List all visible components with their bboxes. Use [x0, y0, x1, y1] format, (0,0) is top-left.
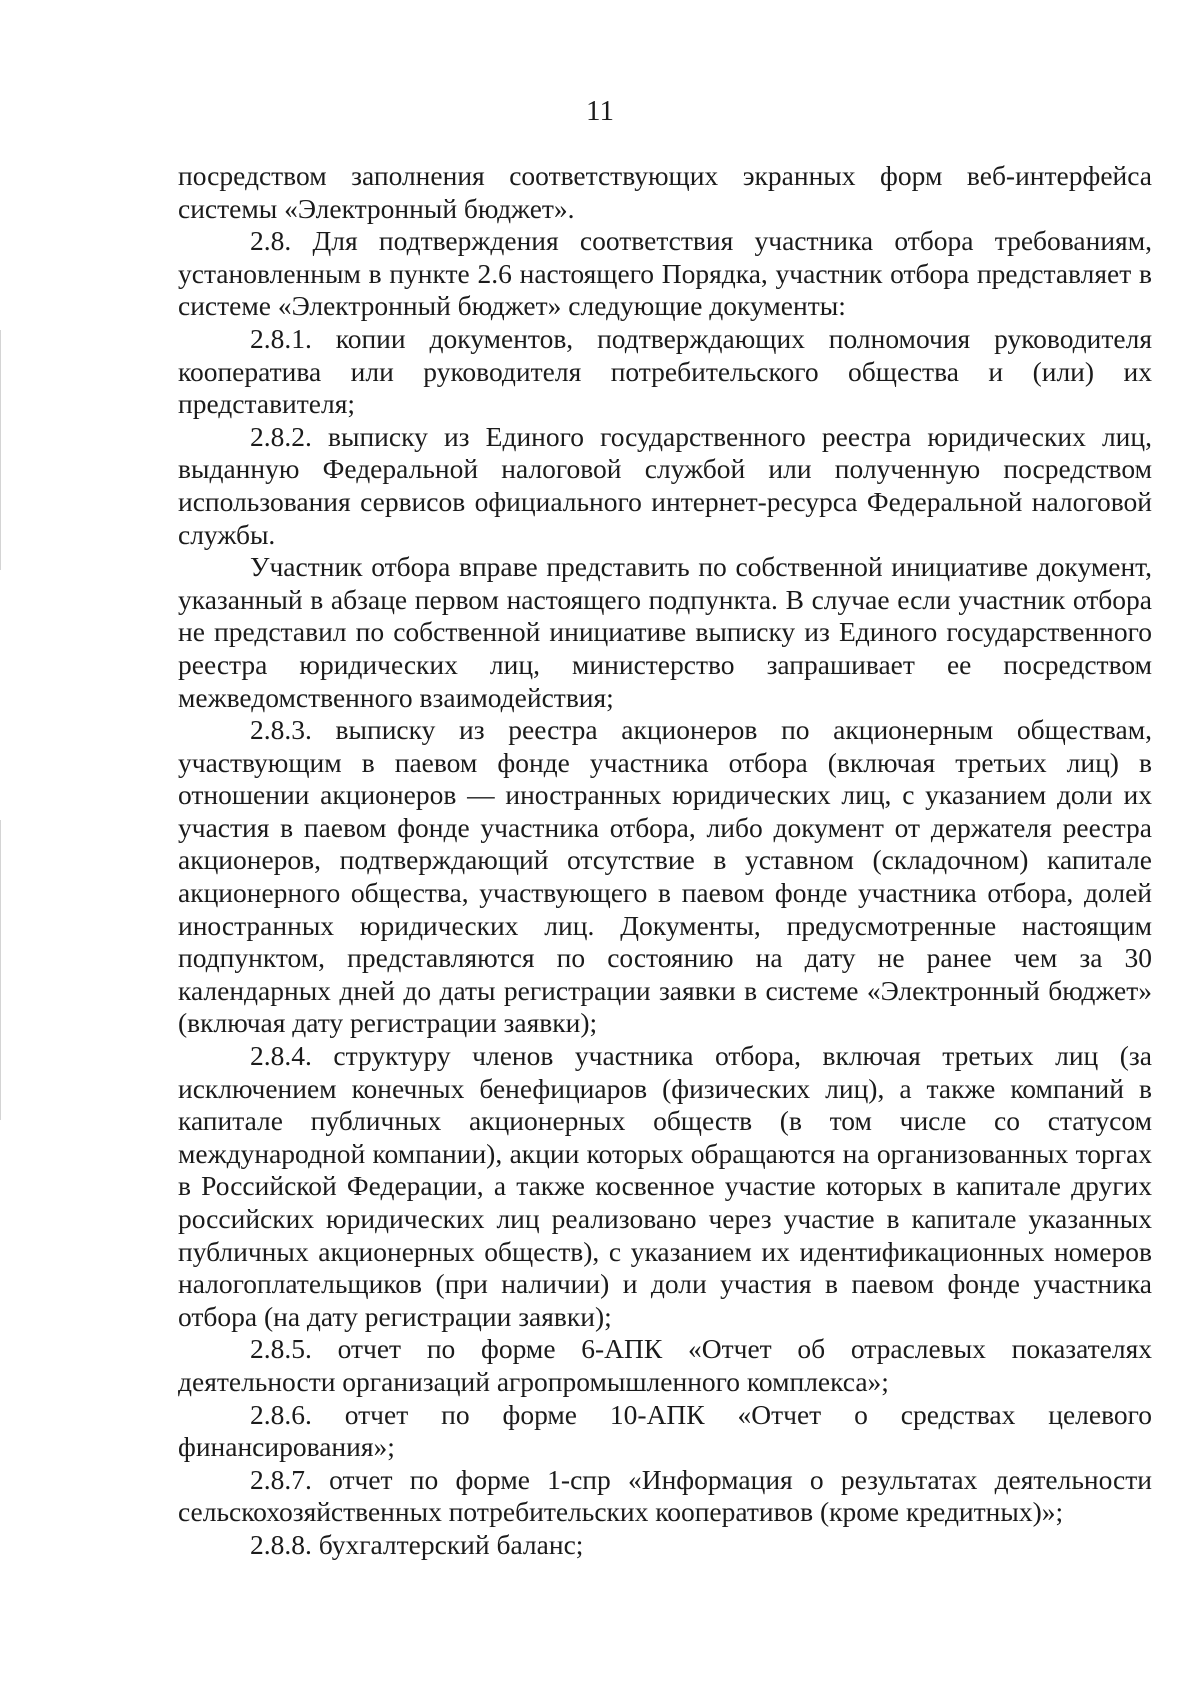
paragraph-2-8-7: 2.8.7. отчет по форме 1-спр «Информация о результатах деятельности сельскохозяйственных потребительских кооперативов (кроме кредитных)»; [178, 1463, 1152, 1528]
paragraph-2-8-6: 2.8.6. отчет по форме 10-АПК «Отчет о средствах целевого финансирования»; [178, 1398, 1152, 1463]
scan-edge-mark [0, 330, 1, 570]
paragraph-2-8-4: 2.8.4. структуру членов участника отбора, включая третьих лиц (за исключением конечных бенефициаров (физических лиц), а также компаний в капитале публичных акционерных обществ (в том числе со статусом международной компании), акции которых обращаются на организованных торгах в Российской Федерации, а также косвенное участие которых в капитале других российских юридических лиц реализовано через участие в капитале указанных публичных акционерных обществ), с указанием их идентификационных номеров налогоплательщиков (при наличии) и доли участия в паевом фонде участника отбора (на дату регистрации заявки); [178, 1040, 1152, 1332]
paragraph-2-8-8: 2.8.8. бухгалтерский баланс; [250, 1528, 584, 1560]
paragraph-2-8-3: 2.8.3. выписку из реестра акционеров по акционерным обществам, участвующим в паевом фонде участника отбора (включая третьих лиц) в отношении акционеров — иностранных юридических лиц, с указанием доли их участия в паевом фонде участника отбора, либо документ от держателя реестра акционеров, подтверждающий отсутствие в уставном (складочном) капитале акционерного общества, участвующего в паевом фонде участника отбора, долей иностранных юридических лиц. Документы, предусмотренные настоящим подпунктом, представляются по состоянию на дату не ранее чем за 30 календарных дней до даты регистрации заявки в системе «Электронный бюджет» (включая дату регистрации заявки); [178, 714, 1152, 1039]
document-body [178, 160, 1152, 1562]
paragraph-2-8-2: 2.8.2. выписку из Единого государственного реестра юридических лиц, выданную Федеральной налоговой службой или полученную посредством использования сервисов официального интернет-ресурса Федеральной налоговой службы. [178, 420, 1152, 550]
page-number: 11 [586, 95, 614, 127]
scan-edge-mark [0, 820, 1, 1120]
paragraph-2-8-5: 2.8.5. отчет по форме 6-АПК «Отчет об отраслевых показателях деятельности организаций агропромышленного комплекса»; [178, 1333, 1152, 1397]
paragraph-continuation: посредством заполнения соответствующих экранных форм веб-интерфейса системы «Электронный бюджет». [178, 160, 1152, 224]
paragraph-2-8-2-note: Участник отбора вправе представить по собственной инициативе документ, указанный в абзаце первом настоящего подпункта. В случае если участник отбора не представил по собственной инициативе выписку из Единого государственного реестра юридических лиц, министерство запрашивает ее посредством межведомственного взаимодействия; [178, 551, 1152, 713]
paragraph-2-8: 2.8. Для подтверждения соответствия участника отбора требованиям, установленным в пункте 2.6 настоящего Порядка, участник отбора представляет в системе «Электронный бюджет» следующие документы: [178, 225, 1152, 322]
paragraph-2-8-1: 2.8.1. копии документов, подтверждающих полномочия руководителя кооператива или руководителя потребительского общества и (или) их представителя; [178, 322, 1152, 420]
